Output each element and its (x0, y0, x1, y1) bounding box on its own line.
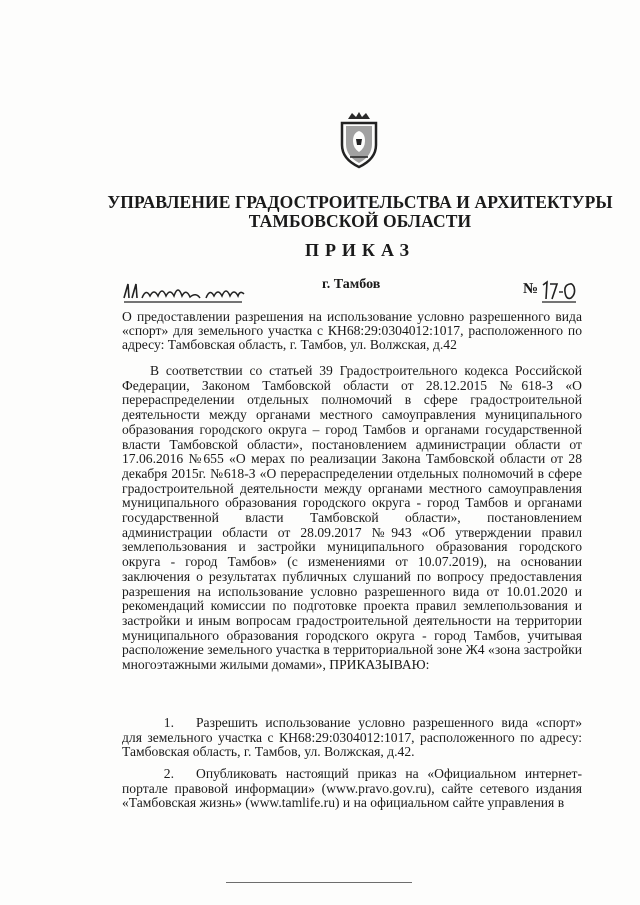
number-prefix: № (523, 281, 539, 297)
order-item-2 (122, 767, 582, 811)
organization-name-line1: УПРАВЛЕНИЕ ГРАДОСТРОИТЕЛЬСТВА И АРХИТЕКТУРЫ (107, 192, 613, 212)
item-number: 1. (163, 715, 174, 730)
item-number: 2. (163, 766, 174, 781)
item-text: Опубликовать настоящий приказ на «Официальном интернет-портале правовой информации» (www.pravo.gov.ru), сайте сетевого издания «Тамбовская жизнь» (www.tamlife.ru) и на официальном сайте управления в (122, 766, 582, 811)
document-type-title: ПРИКАЗ (304, 240, 416, 260)
handwritten-number (540, 279, 578, 305)
city-label: г. Тамбов (322, 277, 381, 292)
subject-text: О предоставлении разрешения на использование условно разрешенного вида «спорт» для земельного участка с КН68:29:0304012:1017, расположенного по адресу: Тамбовская область, г. Тамбов, ул. Волжская, д.42 (122, 309, 582, 352)
item-text: Разрешить использование условно разрешенного вида «спорт» для земельного участка с КН68:29:0304012:1017, расположенного по адресу: Тамбовская область, г. Тамбов, ул. Волжская, д.42. (122, 715, 582, 760)
tambov-coat-of-arms-icon (336, 111, 382, 169)
order-item-1 (122, 716, 582, 760)
preamble (122, 364, 582, 673)
preamble-text: В соответствии со статьей 39 Градостроительного кодекса Российской Федерации, Законом Тамбовской области от 28.12.2015 №618-З «О перераспределении отдельных полномочий в сфере градостроительной деятельности между органами местного самоуправления муниципального образования городского округа – город Тамбов и органами государственной власти Тамбовской области», постановлением администрации области от 17.06.2016 №655 «О мерах по реализации Закона Тамбовской области от 28 декабря 2015г. №618-З «О перераспределении отдельных полномочий в сфере градостроительной деятельности между органами местного самоуправления муниципального образования городского округа - город Тамбов и органами государственной власти Тамбовской области», постановлением администрации области от 28.09.2017 №943 «Об утверждении правил землепользования и застройки муниципального образования городского округа - город Тамбов» (с изменениями от 10.07.2019), на основании заключения о результатах публичных слушаний по вопросу предоставления разрешения на использование условно разрешенного вида от 10.01.2020 и рекомендаций комиссии по подготовке проекта правил землепользования и застройки и иным вопросам градостроительной деятельности на территории муниципального образования городского округа - город Тамбов, учитывая расположение земельного участка в территориальной зоне Ж4 «зона застройки многоэтажными жилыми домами», ПРИКАЗЫВАЮ: (122, 363, 582, 673)
organization-name-line2: ТАМБОВСКОЙ ОБЛАСТИ (248, 211, 472, 231)
handwritten-date (122, 280, 246, 306)
scan-artifact-line (226, 882, 412, 883)
